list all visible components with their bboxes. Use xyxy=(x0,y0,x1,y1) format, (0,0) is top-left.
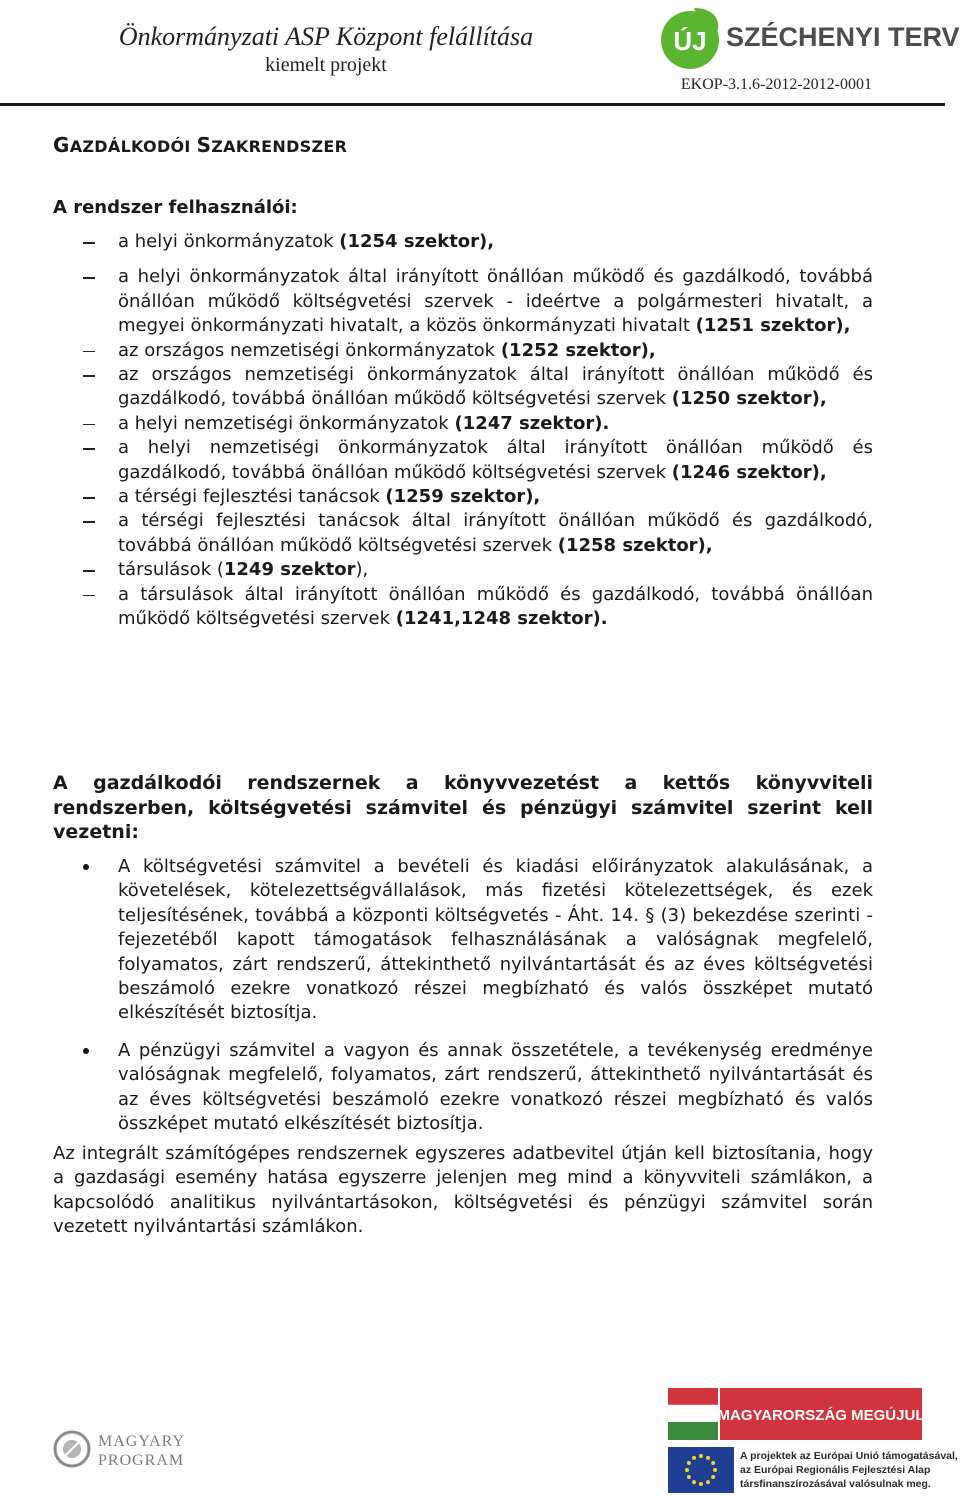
list-item: a helyi önkormányzatok által irányított önállóan működő és gazdálkodó, továbbá önállóan működő költségvetési szervek - ideértve a polgármesteri hivatalt, a megyei önkormányzati hivatalt, a közös önkormányzati hivatalt (1251 szektor), xyxy=(53,265,873,338)
eu-star-icon xyxy=(699,1482,703,1486)
accounting-requirement-paragraph: A gazdálkodói rendszernek a könyvvezetést a kettős könyvviteli rendszerben, költségvetési számvitel és pénzügyi számvitel szerint kell vezetni: xyxy=(53,772,873,843)
magyarorszag-megujul-logo xyxy=(668,1388,925,1440)
szechenyi-logo-uj: ÚJ xyxy=(673,26,707,56)
eu-text-line1: A projektek az Európai Unió támogatásával, xyxy=(740,1450,958,1462)
eu-text-line3: társfinanszírozásával valósulnak meg. xyxy=(740,1478,931,1490)
title-rest-1: AZDÁLKODÓI xyxy=(69,137,197,156)
title-cap-1: G xyxy=(53,133,70,157)
eu-star-icon xyxy=(685,1468,689,1472)
eu-star-icon xyxy=(687,1461,691,1465)
magyary-logo-line2: PROGRAM xyxy=(98,1452,185,1469)
eu-star-icon xyxy=(711,1461,715,1465)
list-item: A költségvetési számvitel a bevételi és kiadási előirányzatok alakulásának, a követelések, kötelezettségvállalások, más fizetési kötelezettségek, és ezek teljesítésének, továbbá a központi költségvetés - Áht. 14. § (3) bekezdése szerinti - fejezetéből kapott támogatások felhasználásának a valóságnak megfelelő, folyamatos, zárt rendszerű, áttekinthető nyilvántartását és az éves költségvetési beszámoló ezekre vonatkozó részei megbízható és valós összképet mutató elkészítését biztosítja. xyxy=(53,855,873,1026)
section-title xyxy=(53,133,347,157)
eu-star-icon xyxy=(692,1480,696,1484)
list-item: A pénzügyi számvitel a vagyon és annak összetétele, a tevékenység eredménye valóságnak megfelelő, folyamatos, zárt rendszerű, áttekinthető nyilvántartását és az éves költségvetési beszámoló ezekre vonatkozó részei megbízható és valós összképet mutató elkészítését biztosítja. xyxy=(53,1039,873,1137)
eu-logo xyxy=(668,1445,958,1497)
title-rest-2: ZAKRENDSZER xyxy=(211,137,348,156)
list-item: a helyi nemzetiségi önkormányzatok (1247 szektor). xyxy=(53,412,873,436)
eu-star-icon xyxy=(713,1468,717,1472)
project-title: Önkormányzati ASP Központ felállítása xyxy=(118,22,534,51)
eu-text-line2: az Európai Regionális Fejlesztési Alap xyxy=(740,1464,931,1476)
accounting-bullets xyxy=(53,855,873,1136)
list-item: az országos nemzetiségi önkormányzatok által irányított önállóan működő és gazdálkodó, továbbá önállóan működő költségvetési szervek (1250 szektor), xyxy=(53,363,873,412)
eu-star-icon xyxy=(692,1456,696,1460)
eu-star-icon xyxy=(711,1475,715,1479)
magyary-logo-line1: MAGYARY xyxy=(98,1433,186,1450)
list-item: társulások (1249 szektor), xyxy=(53,558,873,582)
header-divider xyxy=(0,103,945,106)
eu-star-icon xyxy=(687,1475,691,1479)
eu-star-icon xyxy=(706,1456,710,1460)
list-item: a helyi nemzetiségi önkormányzatok által irányított önállóan működő és gazdálkodó, továbbá önállóan működő költségvetési szervek (1246 szektor), xyxy=(53,436,873,485)
project-subtitle: kiemelt projekt xyxy=(265,54,387,76)
szechenyi-logo-name: SZÉCHENYI TERV xyxy=(726,22,960,52)
list-item: az országos nemzetiségi önkormányzatok (1252 szektor), xyxy=(53,339,873,363)
list-item: a térségi fejlesztési tanácsok által irányított önállóan működő és gazdálkodó, továbbá önállóan működő költségvetési szervek (1258 szektor), xyxy=(53,509,873,558)
list-item: a helyi önkormányzatok (1254 szektor), xyxy=(53,230,873,254)
eu-star-icon xyxy=(706,1480,710,1484)
list-item: a térségi fejlesztési tanácsok (1259 szektor), xyxy=(53,485,873,509)
eu-star-icon xyxy=(699,1454,703,1458)
users-heading: A rendszer felhasználói: xyxy=(53,197,298,218)
title-cap-2: S xyxy=(196,133,212,157)
list-item: a társulások által irányított önállóan működő és gazdálkodó, továbbá önállóan működő költségvetési szervek (1241,1248 szektor). xyxy=(53,583,873,632)
eu-flag xyxy=(668,1447,734,1493)
project-code: EKOP-3.1.6-2012-2012-0001 xyxy=(680,76,872,93)
magyary-program-logo xyxy=(52,1427,202,1471)
szechenyi-terv-logo xyxy=(654,4,960,70)
integration-paragraph: Az integrált számítógépes rendszernek egyszeres adatbevitel útján kell biztosítania, hogy a gazdasági esemény hatása egyszerre jelenjen meg mind a könyvviteli számlákon, a kapcsolódó analitikus nyilvántartásokon, költségvetési és pénzügyi számvitel során vezetett nyilvántartási számlákon. xyxy=(53,1143,873,1238)
magyarorszag-megujul-label: MAGYARORSZÁG MEGÚJUL xyxy=(717,1407,925,1424)
users-list xyxy=(53,230,873,632)
